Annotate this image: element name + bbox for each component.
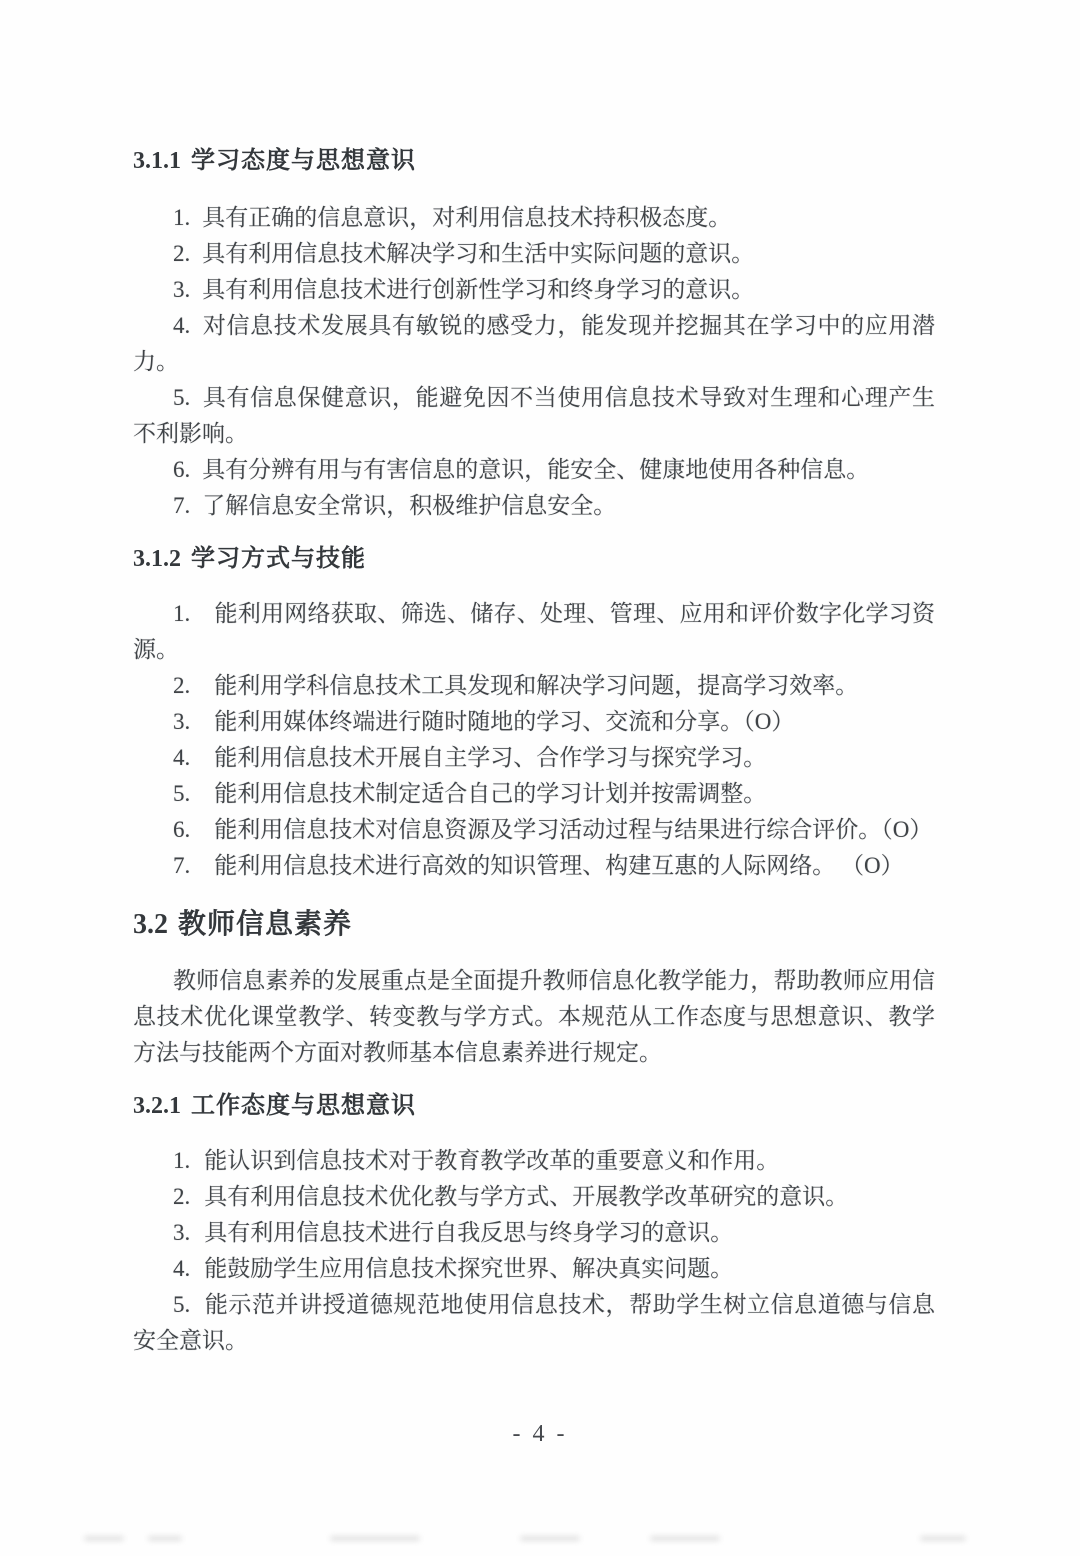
list-item (133, 1143, 935, 1179)
list-item (133, 776, 935, 812)
item-text: 能示范并讲授道德规范地使用信息技术，帮助学生树立信息道德与信息安全意识。 (133, 1292, 935, 1353)
item-text: 能利用信息技术制定适合自己的学习计划并按需调整。 (214, 781, 767, 806)
list-item (133, 452, 935, 488)
item-text: 具有利用信息技术进行创新性学习和终身学习的意识。 (202, 277, 755, 302)
list-item (133, 668, 935, 704)
list-item (133, 488, 935, 524)
item-text: 能利用信息技术对信息资源及学习活动过程与结果进行综合评价。（O） (214, 817, 933, 842)
item-number: 2. (173, 673, 191, 698)
page-content (133, 146, 935, 1359)
section-heading-3-2-1 (133, 1091, 935, 1121)
item-number: 7. (173, 493, 191, 518)
intro-paragraph: 教师信息素养的发展重点是全面提升教师信息化教学能力，帮助教师应用信息技术优化课堂教学、转变教与学方式。本规范从工作态度与思想意识、教学方法与技能两个方面对教师基本信息素养进行规定。 (133, 968, 935, 1065)
item-number: 6. (173, 817, 191, 842)
heading-number: 3.1.2 (133, 546, 181, 572)
list-item (133, 848, 935, 884)
heading-number: 3.2 (133, 909, 168, 940)
item-number: 1. (173, 1148, 191, 1173)
list-item (133, 272, 935, 308)
section-heading-3-2 (133, 906, 935, 943)
section-3-1-2 (133, 544, 935, 884)
item-number: 2. (173, 1184, 191, 1209)
item-text: 能利用媒体终端进行随时随地的学习、交流和分享。（O） (214, 709, 795, 734)
item-text: 具有信息保健意识，能避免因不当使用信息技术导致对生理和心理产生不利影响。 (133, 385, 935, 446)
section-3-1-1 (133, 146, 935, 524)
item-text: 具有正确的信息意识，对利用信息技术持积极态度。 (202, 205, 732, 230)
heading-title: 学习方式与技能 (191, 545, 366, 572)
list-item (133, 1287, 935, 1359)
section-heading-3-1-2 (133, 544, 935, 574)
item-text: 具有利用信息技术优化教与学方式、开展教学改革研究的意识。 (204, 1184, 849, 1209)
item-number: 4. (173, 313, 191, 338)
item-text: 具有分辨有用与有害信息的意识，能安全、健康地使用各种信息。 (202, 457, 870, 482)
section-heading-3-1-1 (133, 146, 935, 176)
item-text: 具有利用信息技术解决学习和生活中实际问题的意识。 (202, 241, 755, 266)
list-item (133, 200, 935, 236)
item-number: 1. (173, 205, 191, 230)
list-item (133, 596, 935, 668)
list-item (133, 812, 935, 848)
section-3-2 (133, 906, 935, 1071)
item-number: 5. (173, 1292, 191, 1317)
heading-title: 学习态度与思想意识 (191, 147, 416, 174)
item-text: 了解信息安全常识，积极维护信息安全。 (202, 493, 617, 518)
heading-title: 教师信息素养 (178, 908, 353, 939)
heading-number: 3.1.1 (133, 148, 181, 174)
list-item (133, 1215, 935, 1251)
item-number: 3. (173, 709, 191, 734)
item-number: 6. (173, 457, 191, 482)
item-text: 具有利用信息技术进行自我反思与终身学习的意识。 (204, 1220, 734, 1245)
list-item (133, 1179, 935, 1215)
item-text: 能利用信息技术开展自主学习、合作学习与探究学习。 (214, 745, 767, 770)
heading-number: 3.2.1 (133, 1093, 181, 1119)
list-item (133, 740, 935, 776)
item-text: 能利用网络获取、筛选、储存、处理、管理、应用和评价数字化学习资源。 (133, 601, 935, 662)
item-text: 能利用信息技术进行高效的知识管理、构建互惠的人际网络。 （O） (214, 853, 904, 878)
section-3-2-1 (133, 1091, 935, 1359)
item-number: 3. (173, 1220, 191, 1245)
list-item (133, 1251, 935, 1287)
heading-title: 工作态度与思想意识 (191, 1092, 416, 1119)
list-item (133, 704, 935, 740)
item-number: 2. (173, 241, 191, 266)
scan-artifacts (0, 1532, 1080, 1546)
item-number: 4. (173, 745, 191, 770)
item-number: 1. (173, 601, 191, 626)
item-number: 3. (173, 277, 191, 302)
item-number: 4. (173, 1256, 191, 1281)
item-number: 5. (173, 781, 191, 806)
page-number: - 4 - (512, 1421, 568, 1447)
item-text: 能利用学科信息技术工具发现和解决学习问题，提高学习效率。 (214, 673, 859, 698)
item-text: 对信息技术发展具有敏锐的感受力，能发现并挖掘其在学习中的应用潜力。 (133, 313, 935, 374)
list-item (133, 308, 935, 380)
item-text: 能认识到信息技术对于教育教学改革的重要意义和作用。 (204, 1148, 780, 1173)
list-item (133, 380, 935, 452)
item-text: 能鼓励学生应用信息技术探究世界、解决真实问题。 (204, 1256, 734, 1281)
item-number: 5. (173, 385, 191, 410)
list-item (133, 236, 935, 272)
item-number: 7. (173, 853, 191, 878)
